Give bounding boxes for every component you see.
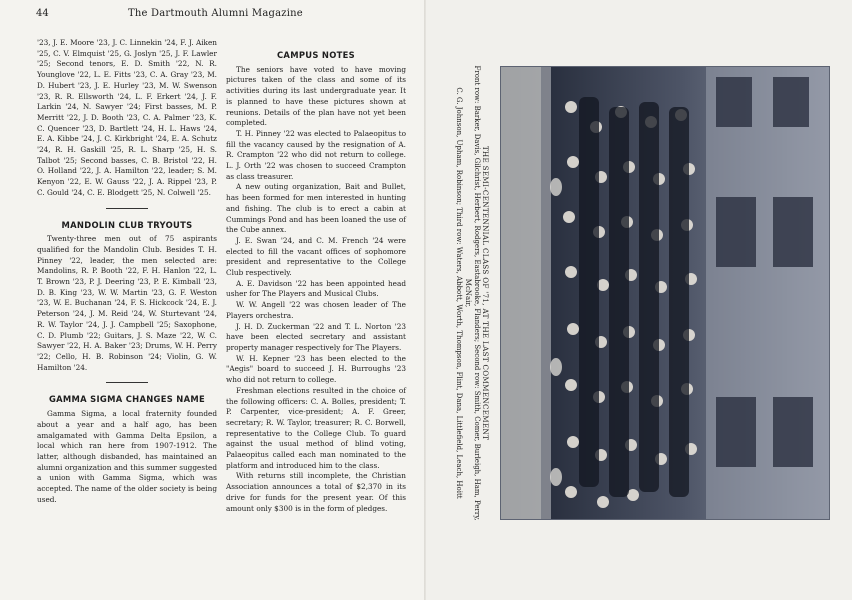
campus-note-paragraph: A. E. Davidson '22 has been appointed head usher for The Players and Musical Clubs.: [226, 278, 406, 299]
magazine-title: The Dartmouth Alumni Magazine: [128, 8, 303, 19]
campus-note-paragraph: The seniors have voted to have moving pictures taken of the class and some of its activities during its last undergraduate year. It is planned to have these pictures shown at reunions. Details of the plan have not yet been completed.: [226, 64, 406, 128]
gamma-body: Gamma Sigma, a local fraternity founded about a year and a half ago, has been amalgamated with Gamma Delta Epsilon, a local which ran here from 1907-1912. The latter, although disbanded, has maintained an alumni organization and this summer suggested a union with Gamma Sigma, which was accepted. The name of the older society is being used.: [37, 409, 217, 504]
left-column: [37, 38, 217, 505]
class-photo-image: [501, 67, 829, 519]
glee-club-roster: '23, J. E. Moore '23, J. C. Linnekin '24, F. J. Aiken '25, C. V. Elmquist '25, G. Joslyn '25, J. F. Lawler '25; Second tenors, E. D. Smith '22, N. R. Younglove '22, L. E. Fitts '23, C. A. Gray '23, M. D. Hubert '23, J. E. Hurley '23, M. W. Swenson '23, R. R. Ellsworth '24, L. F. Erkert '24, J. F. Larkin '24, N. Sawyer '24; First basses, M. P. Merritt '22, J. D. Booth '23, C. A. Palmer '23, K. C. Quencer '23, D. Bartlett '24, H. L. Haws '24, E. A. Kibbe '24, J. C. Kirkbright '24, E. A. Schutz '24, R. H. Gaskill '25, R. L. Sharp '25, H. S. Talbot '25; Second basses, C. B. Bristol '22, H. O. Holland '22, J. A. Hamilton '22, leader; S. M. Kenyon '22, E. W. Gauss '22, J. A. Rippel '23, P. C. Gould '24, C. E. Blodgett '25, N. Colwell '25.: [37, 38, 217, 197]
section-divider: [106, 382, 148, 383]
gamma-heading: GAMMA SIGMA CHANGES NAME: [48, 394, 206, 405]
campus-note-paragraph: With returns still incomplete, the Christian Association announces a total of $2,370 in its drive for funds for the present year. Of this amount only $300 is in the form of pledges.: [226, 471, 406, 513]
campus-note-paragraph: J. E. Swan '24, and C. M. French '24 were elected to fill the vacant offices of sophomore president and representative to the College Club respectively.: [226, 235, 406, 278]
campus-note-paragraph: T. H. Pinney '22 was elected to Palaeopitus to fill the vacancy caused by the resignation of A. R. Crampton '22 who did not return to college. L. J. Orth '22 was chosen to succeed Crampton as class treasurer.: [226, 128, 406, 181]
caption-line: C. G. Johnson, Upham, Robinson; Third row: Waters, Abbott, Worth, Thompson, Flint, Dana, Littlefield, Leach, Hoitt: [455, 87, 463, 499]
campus-note-paragraph: J. H. D. Zuckerman '22 and T. L. Norton '23 have been elected secretary and assistant property manager respectively for The Players.: [226, 321, 406, 352]
mandolin-heading: MANDOLIN CLUB TRYOUTS: [61, 219, 193, 230]
class-group-photo: [500, 66, 830, 520]
page-number: 44: [36, 8, 49, 19]
caption-title: THE SEMI-CENTENNIAL CLASS OF '71, AT THE LAST COMMENCEMENT: [481, 145, 490, 441]
campus-notes-heading: CAMPUS NOTES: [276, 50, 356, 60]
campus-note-paragraph: Freshman elections resulted in the choice of the following officers: C. A. Bolles, president; T. P. Carpenter, vice-president; A. F. Greer, secretary; R. W. Taylor, treasurer; R. C. Borwell, representative to the College Club. To guard against the usual method of blind voting, Palaeopitus called each man nominated to the platform and introduced him to the class.: [226, 385, 406, 470]
section-divider: [106, 208, 148, 209]
caption-line: Front row: Barker, Davis, Gilchrist, Herbert, Rodgers, Eastabrooke, Flanders; Second row: Smith, Comer, Burleigh, Ham, Perry, McNair,: [464, 65, 481, 521]
right-column: [226, 50, 406, 514]
photo-caption: [455, 58, 490, 528]
campus-note-paragraph: W. W. Angell '22 was chosen leader of The Players orchestra.: [226, 300, 406, 320]
campus-note-paragraph: W. H. Kepner '23 has been elected to the "Aegis" board to succeed J. H. Burroughs '23 who did not return to college.: [226, 353, 406, 385]
mandolin-body: Twenty-three men out of 75 aspirants qualified for the Mandolin Club. Besides T. H. Pinney '22, leader, the men selected are: Mandolins, R. P. Booth '22, F. H. Hanlon '22, L. T. Brown '23, P. J. Deering '23, P. E. Kimball '23, D. B. King '23, W. W. Martin '23, G. F. Weston '23, W. E. Buchanan '24, F. S. Hickcock '24, E. J. Peterson '24, J. M. Reid '24, W. Sturtevant '24, R. W. Taylor '24, J. J. Campbell '25; Saxophone, C. D. Plumb '22; Guitars, J. S. Maze '22, W. C. Sawyer '22, H. A. Baker '23; Drums, W. H. Perry '22; Cello, H. B. Robinson '24; Violin, G. W. Hamilton '24.: [37, 234, 217, 372]
campus-note-paragraph: A new outing organization, Bait and Bullet, has been formed for men interested in hunting and fishing. The club is to erect a cabin at Cummings Pond and has been loaned the use of the Cube annex.: [226, 182, 406, 235]
